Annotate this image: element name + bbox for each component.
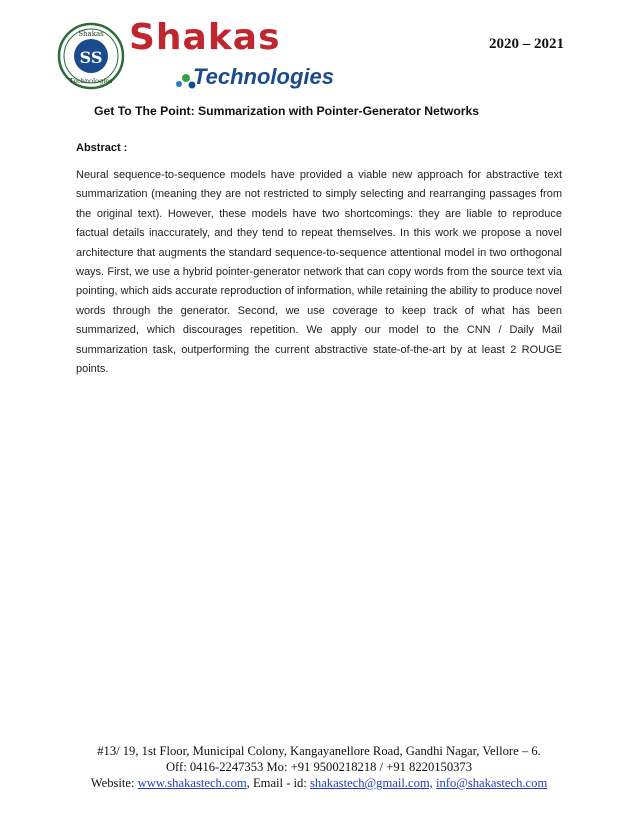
paper-title: Get To The Point: Summarization with Pointer-Generator Networks <box>94 104 480 118</box>
email-link-info[interactable]: info@shakastech.com <box>435 776 548 790</box>
abstract-text: Neural sequence-to-sequence models have provided a viable new approach for abstractive text summarization (meaning they are not restricted to simply selecting and rearranging passages from the original text). However, these models have two shortcomings: they are liable to reproduce factual details inaccurately, and they tend to repeat themselves. In this work we propose a novel architecture that augments the standard sequence-to-sequence attentional model in two orthogonal ways. First, we use a hybrid pointer-generator network that can copy words from the source text via pointing, which aids accurate reproduction of information, while retaining the ability to produce novel words through the generator. Second, we use coverage to keep track of what has been summarized, which discourages repetition. We apply our model to the CNN / Daily Mail summarization task, outperforming the current abstractive state-of-the-art by at least 2 ROUGE points. <box>76 169 562 376</box>
brand-wordmark <box>127 17 339 96</box>
abstract-heading: Abstract : <box>76 142 128 154</box>
website-label: Website: <box>90 776 135 790</box>
seal-monogram: SS <box>79 48 103 67</box>
footer <box>0 743 638 791</box>
seal-text-top: Shakas <box>78 30 104 38</box>
email-link-primary[interactable]: shakastech@gmail.com, <box>310 776 433 790</box>
email-label: , Email - id: <box>246 776 307 790</box>
seal-text-bottom: Technologies <box>69 77 113 85</box>
footer-phones: Off: 0416-2247353 Mo: +91 9500218218 / +91 8220150373 <box>165 760 473 774</box>
company-logo <box>57 17 339 96</box>
company-seal-icon <box>57 22 125 90</box>
brand-subtitle: Technologies <box>193 64 334 89</box>
footer-contact <box>0 775 638 791</box>
website-link[interactable]: www.shakastech.com <box>137 776 247 790</box>
academic-year: 2020 – 2021 <box>489 36 564 52</box>
footer-address: #13/ 19, 1st Floor, Municipal Colony, Kangayanellore Road, Gandhi Nagar, Vellore – 6. <box>97 744 541 758</box>
brand-name: Shakas <box>129 17 281 58</box>
